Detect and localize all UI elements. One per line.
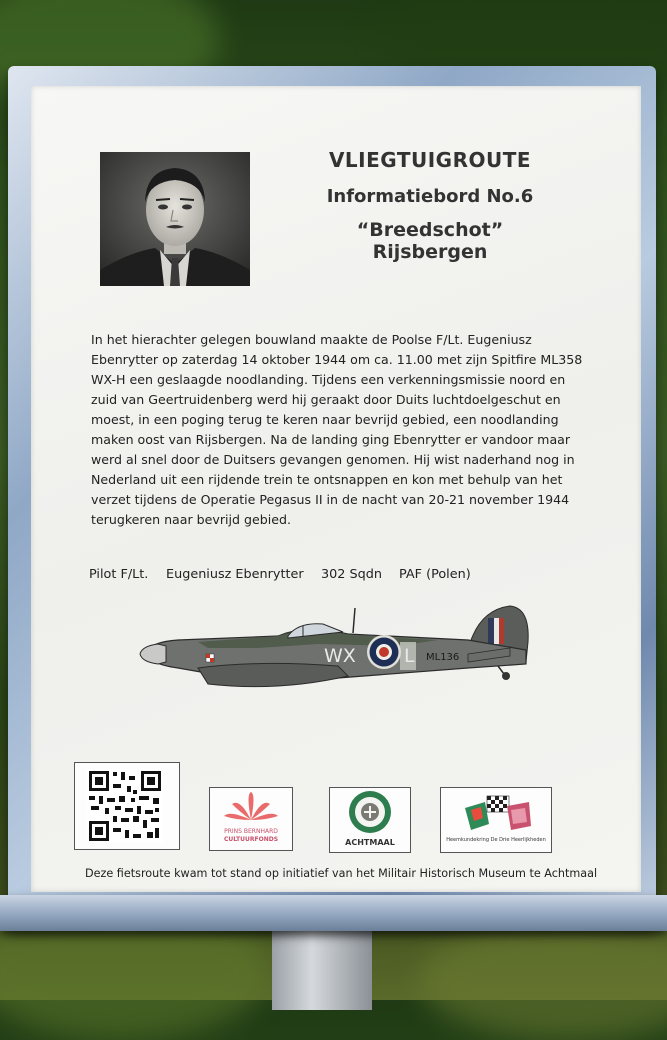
sign-title: VLIEGTUIGROUTE	[328, 148, 532, 172]
aircraft-code-letter: L	[404, 645, 415, 667]
history-paragraph	[91, 330, 591, 530]
pilot-name: Eugeniusz Ebenrytter	[166, 567, 304, 582]
title-block	[300, 148, 560, 263]
coat-of-arms-icon	[441, 788, 551, 836]
cultuurfonds-sub: CULTUURFONDS	[223, 836, 279, 843]
sign-frame-bottom	[0, 895, 667, 931]
pilot-squadron: 302 Sqdn	[321, 567, 382, 582]
heemkundekring-name: Heemkundekring De Drie Heerlijkheden	[446, 837, 546, 843]
paragraph-line: zuid van Geertruidenberg werd hij geraakt door Duits luchtdoelgeschut en	[91, 392, 561, 407]
heemkundekring-logo	[440, 787, 552, 853]
pilot-portrait	[100, 152, 250, 286]
museum-seal-icon	[330, 788, 410, 836]
paragraph-line: moest, in een poging terug te keren naar bevrijd gebied, een noodlanding	[91, 412, 559, 427]
qr-code-box[interactable]	[74, 762, 180, 850]
paragraph-line: verzet tijdens de Operatie Pegasus II in de nacht van 20-21 november 1944	[91, 492, 570, 507]
paragraph-line: maken oost van Rijsbergen. Na de landing ging Ebenrytter er vandoor maar	[91, 432, 571, 447]
sign-footer: Deze fietsroute kwam tot stand op initiatief van het Militair Historisch Museum te Achtmaal	[85, 867, 598, 880]
sign-subtitle: Informatiebord No.6	[326, 186, 534, 207]
paragraph-line: werd al snel door de Duitsers gevangen genomen. Hij wist naderhand nog in	[91, 452, 575, 467]
spitfire-illustration	[138, 602, 538, 706]
achtmaal-label: ACHTMAAL	[345, 838, 395, 847]
paragraph-line: Ebenrytter op zaterdag 14 oktober 1944 om ca. 11.00 met zijn Spitfire ML358	[91, 352, 583, 367]
paragraph-line: Nederland uit een rijdende trein te ontsnappen en kon met behulp van het	[91, 472, 563, 487]
achtmaal-museum-logo	[329, 787, 411, 853]
sign-post	[272, 930, 372, 1010]
pilot-air-force: PAF (Polen)	[399, 567, 471, 582]
cultuurfonds-logo	[209, 787, 293, 851]
qr-code-icon	[75, 763, 179, 849]
flower-icon	[210, 788, 292, 828]
foliage	[420, 920, 667, 1040]
aircraft-code: WX	[324, 645, 356, 667]
pilot-rank: Pilot F/Lt.	[89, 567, 149, 582]
paragraph-line: terugkeren naar bevrijd gebied.	[91, 512, 292, 527]
paragraph-line: In het hierachter gelegen bouwland maakte de Poolse F/Lt. Eugeniusz	[91, 332, 532, 347]
cultuurfonds-name: PRINS BERNHARD	[224, 828, 278, 835]
aircraft-serial: ML136	[426, 652, 460, 663]
paragraph-line: WX-H een geslaagde noodlanding. Tijdens een verkenningsmissie noord en	[91, 372, 566, 387]
sign-location: “Breedschot” Rijsbergen	[356, 219, 504, 263]
